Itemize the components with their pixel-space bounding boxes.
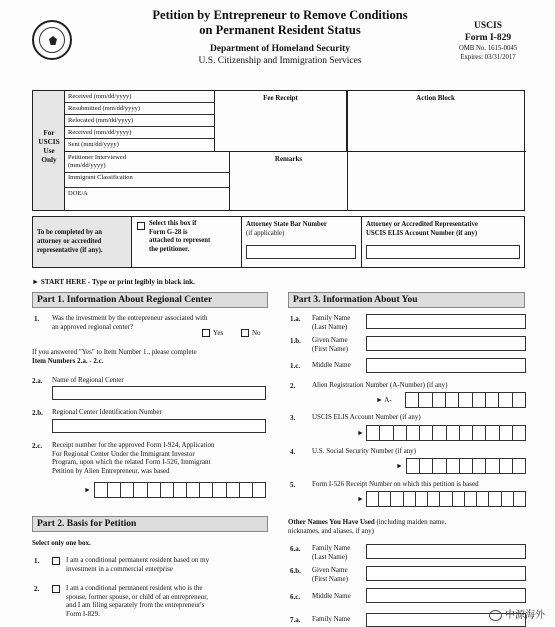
part3-header: Part 3. Information About You (288, 292, 525, 308)
resubmitted-date-row[interactable]: Resubmitted (mm/dd/yyyy) (65, 103, 214, 115)
sent-date-row[interactable]: Sent (mm/dd/yyyy) (68, 141, 119, 148)
arrow-icon: ► (396, 462, 403, 470)
form-id-block: USCIS Form I-829 OMB No. 1615-0045 Expires: 03/31/2017 (458, 21, 518, 61)
start-here-instruction: ► START HERE - Type or print legibly in black ink. (32, 278, 195, 286)
remarks-area[interactable]: Remarks (274, 155, 303, 163)
elis-account-number-input[interactable] (366, 425, 526, 441)
uscis-use-only-block (32, 90, 525, 211)
use-only-label: For USCIS Use Only (33, 91, 65, 210)
arrow-icon: ► (357, 429, 364, 437)
relocated-date-row[interactable]: Relocated (mm/dd/yyyy) (65, 115, 214, 127)
immigrant-classification-row[interactable]: Immigrant Classification (68, 174, 133, 181)
other-family-name-input[interactable] (366, 544, 526, 559)
received-date-row[interactable]: Received (mm/dd/yyyy) (65, 91, 214, 103)
attorney-bar-number-input[interactable] (246, 245, 356, 259)
doe-row[interactable]: DOE/A (68, 190, 88, 197)
basis-investment-checkbox[interactable] (52, 557, 60, 565)
received-date-row-2[interactable]: Received (mm/dd/yyyy) (65, 127, 214, 139)
wechat-icon (489, 610, 502, 621)
other-given-name-input[interactable] (366, 566, 526, 581)
basis-family-checkbox[interactable] (52, 585, 60, 593)
date-rows (65, 91, 215, 151)
form-title: Petition by Entrepreneur to Remove Conditions on Permanent Resident Status (152, 8, 408, 37)
form-page: Petition by Entrepreneur to Remove Conditions on Permanent Resident Status Department of Homeland Security U.S. Citizenship and Immigration Services USCIS Form I-829 OMB No. 1615-0045 Expires: 03/31/2017 For USCIS Use Only Received (mm/dd/yyyy) Resubmitted (mm/dd/yyyy) Relocated (mm/dd/yyyy) Received (mm/dd/yyyy) Sent (mm/dd/yyyy) Fee Receipt Action Block Petitioner Interviewed (mm/dd/yyyy) Immigrant Classification DOE/A Remarks To be completed by an attorney or accredited representative (if any). Select this box if Form G-28 is attached to represent the petitioner. Attorney State Bar Number (if applicable) Attorney or Accredited Representative USCIS ELIS Account Number (if any) ► START HERE - Type or print legibly in black ink. Part 1. Information About Regional Center 1. Was the investment by the entrepreneur associated with an approved regional center? Yes No If you answered "Yes" to Item Number 1., please complete Item Numbers 2.a. - 2.c. 2.a. Name of Regional Center 2.b. Regional Center Identification Number 2.c. Receipt number for the approved Form I-924, Application For Regional Center Under the Immigrant Investor Program, upon which the related Form I-526, Immigrant Petition by Alien Entrepreneur, was based ► Part 2. Basis for Petition Select only one box. 1. I am a conditional permanent resident based on my investment in a commercial enterprise 2. I am a conditional permanent resident who is the spouse, former spouse, or child of an entrepreneur, and I am filing separately from the entrepreneur's Form I-829. Part 3. Information About You 1.a. Family Name (Last Name) 1.b. Given Name (First Name) 1.c. Middle Name 2. Alien Registration Number (A-Number) (if any) ► A- 3. USCIS ELIS Account Number (if any) ► 4. U.S. Social Security Number (if any) ► 5. Form I-526 Receipt Number on which this petition is based ► Other Names You Have Used (including maiden name, nicknames, and aliases, if any) 6.a. Family Name (Last Name) 6.b. Given Name (First Name) 6.c. Middle Name 7.a. Family Name 中源海外 (0, 0, 555, 627)
arrow-icon: ► (84, 486, 91, 494)
given-name-input[interactable] (366, 336, 526, 351)
a-number-input[interactable] (405, 392, 526, 408)
other-middle-name-input[interactable] (366, 588, 526, 603)
watermark: 中源海外 (489, 606, 545, 621)
attorney-elis-account-input[interactable] (366, 245, 520, 259)
arrow-icon: ► (357, 495, 364, 503)
i924-receipt-number-input[interactable] (94, 482, 266, 498)
petitioner-interviewed-row[interactable]: Petitioner Interviewed (mm/dd/yyyy) (68, 154, 126, 169)
attorney-block: To be completed by an attorney or accredited representative (if any). Select this box if Form G-28 is attached to represent the petitioner. Attorney State Bar Number (if applicable) Attorney or Accredited Representative USCIS ELIS Account Number (if any) (32, 216, 525, 268)
part1-header: Part 1. Information About Regional Center (32, 292, 268, 308)
agency-block: Department of Homeland Security U.S. Citizenship and Immigration Services (198, 44, 362, 66)
interview-rows (65, 152, 230, 210)
dhs-seal-icon (32, 20, 72, 60)
i526-receipt-number-input[interactable] (366, 491, 526, 507)
g28-checkbox[interactable] (137, 222, 145, 230)
fee-receipt-area[interactable]: Fee Receipt (215, 91, 347, 151)
g28-label: Select this box if Form G-28 is attached to represent the petitioner. (149, 220, 211, 253)
part2-header: Part 2. Basis for Petition (32, 516, 268, 532)
regional-center-name-input[interactable] (52, 386, 266, 400)
middle-name-input[interactable] (366, 358, 526, 373)
action-block-area[interactable]: Action Block (416, 94, 455, 102)
regional-center-no-checkbox[interactable] (241, 329, 249, 337)
regional-center-id-input[interactable] (52, 419, 266, 433)
other-names-heading: Other Names You Have Used (including maiden name, nicknames, and aliases, if any) (288, 518, 447, 535)
ssn-input[interactable] (406, 458, 526, 474)
regional-center-yes-checkbox[interactable] (202, 329, 210, 337)
family-name-input[interactable] (366, 314, 526, 329)
